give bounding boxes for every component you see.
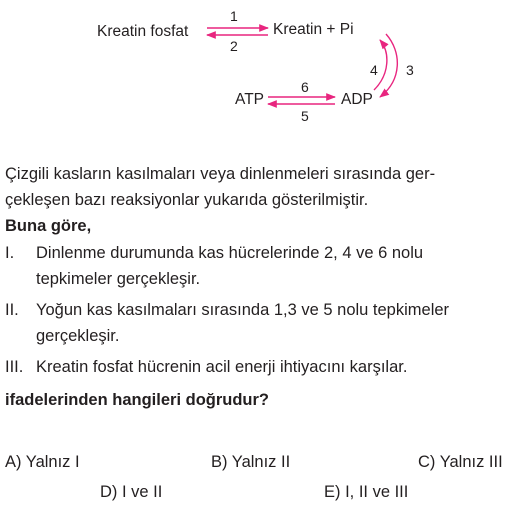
statement-2-line-2: gerçekleşir. (36, 327, 120, 345)
question-stem-line-2: çekleşen bazı reaksiyonlar yukarıda gösterilmiştir. (5, 191, 369, 209)
reaction-arrows (0, 0, 527, 140)
question-stem-line-1: Çizgili kasların kasılmaları veya dinlenmeleri sırasında ger- (5, 165, 436, 183)
option-d[interactable]: D) I ve II (100, 483, 163, 501)
option-b[interactable]: B) Yalnız II (211, 453, 291, 471)
option-c[interactable]: C) Yalnız III (418, 453, 503, 471)
statement-3-number: III. (5, 358, 24, 376)
statement-2-number: II. (5, 301, 19, 319)
reaction-number-4: 4 (370, 62, 378, 78)
statement-1-line-2: tepkimeler gerçekleşir. (36, 270, 201, 288)
reaction-number-1: 1 (230, 8, 238, 24)
option-e[interactable]: E) I, II ve III (324, 483, 409, 501)
question-lead: Buna göre, (5, 217, 92, 235)
reaction-number-6: 6 (301, 79, 309, 95)
adp-label: ADP (341, 91, 373, 108)
kreatin-fosfat-label: Kreatin fosfat (97, 23, 189, 40)
kreatin-pi-label: Kreatin + Pi (273, 21, 354, 38)
arrow-4 (374, 40, 387, 90)
reaction-number-5: 5 (301, 108, 309, 124)
reaction-number-2: 2 (230, 38, 238, 54)
statement-3-line-1: Kreatin fosfat hücrenin acil enerji ihtiyacını karşılar. (36, 358, 408, 376)
statement-2-line-1: Yoğun kas kasılmaları sırasında 1,3 ve 5 nolu tepkimeler (36, 301, 450, 319)
question-prompt: ifadelerinden hangileri doğrudur? (5, 391, 270, 409)
option-a[interactable]: A) Yalnız I (5, 453, 80, 471)
statement-1-number: I. (5, 244, 15, 262)
reaction-number-3: 3 (406, 62, 414, 78)
atp-label: ATP (235, 91, 264, 108)
statement-1-line-1: Dinlenme durumunda kas hücrelerinde 2, 4 ve 6 nolu (36, 244, 424, 262)
